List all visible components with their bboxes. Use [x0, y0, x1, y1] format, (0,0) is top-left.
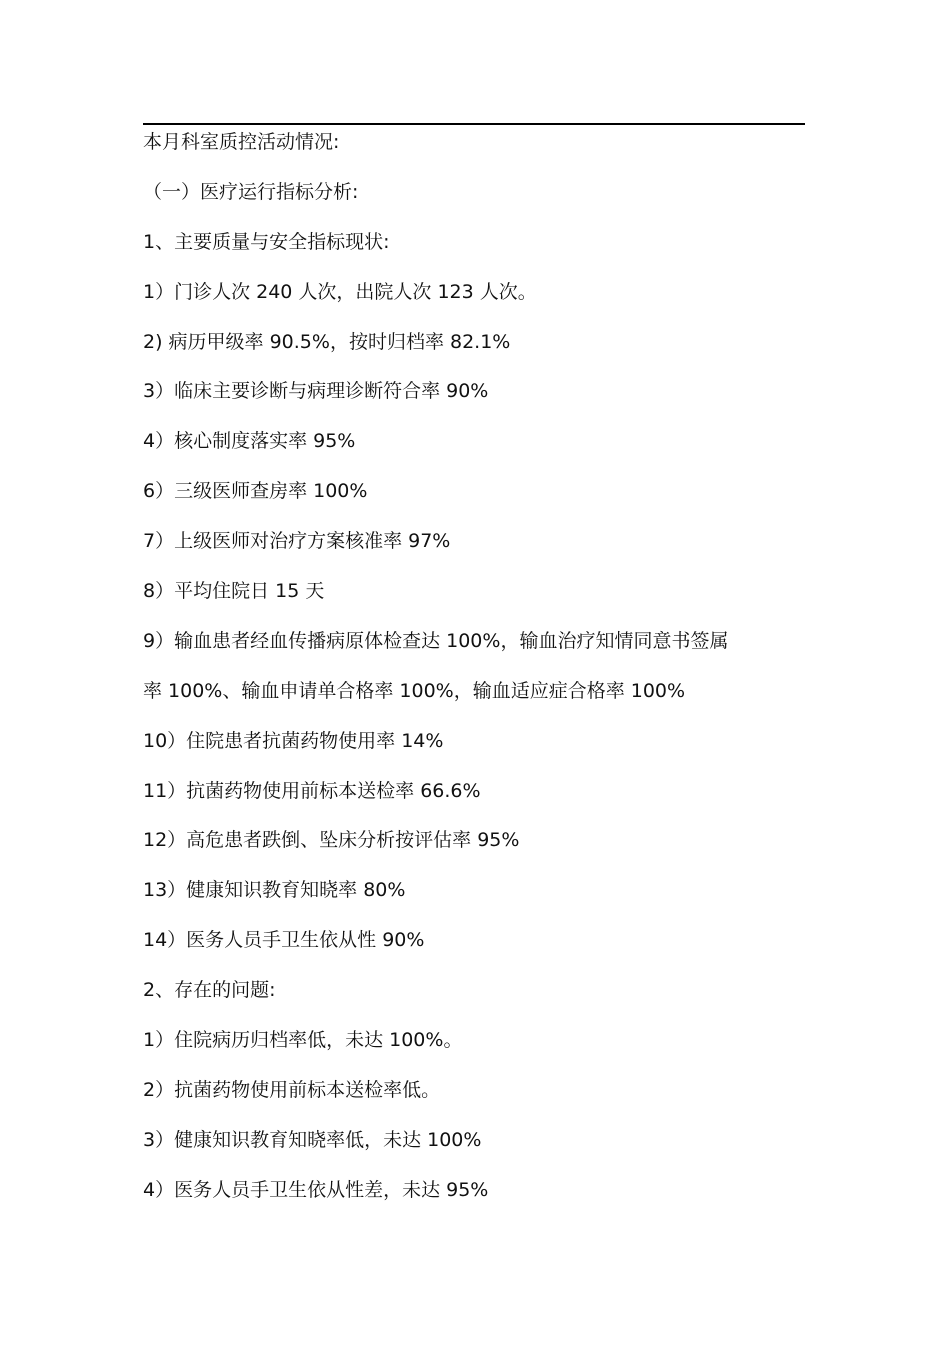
indicator-item: 7）上级医师对治疗方案核准率 97%: [143, 530, 451, 553]
indicator-item: 6）三级医师查房率 100%: [143, 480, 368, 503]
indicator-item: 2) 病历甲级率 90.5%，按时归档率 82.1%: [143, 330, 511, 353]
problem-item: 4）医务人员手卫生依从性差，未达 95%: [143, 1178, 489, 1201]
indicator-item: 12）高危患者跌倒、坠床分析按评估率 95%: [143, 829, 520, 852]
indicator-item: 9）输血患者经血传播病原体检查达 100%，输血治疗知情同意书签属: [143, 629, 729, 652]
problem-item: 1）住院病历归档率低，未达 100%。: [143, 1029, 463, 1052]
indicator-item: 10）住院患者抗菌药物使用率 14%: [143, 729, 444, 752]
indicator-item-continuation: 率 100%、输血申请单合格率 100%，输血适应症合格率 100%: [143, 679, 686, 702]
indicator-item: 8）平均住院日 15 天: [143, 580, 325, 603]
indicator-item: 3）临床主要诊断与病理诊断符合率 90%: [143, 380, 489, 403]
document-body: [143, 125, 805, 1223]
section-heading: （一）医疗运行指标分析:: [143, 180, 359, 203]
document-title: 本月科室质控活动情况:: [143, 131, 340, 153]
indicator-item: 4）核心制度落实率 95%: [143, 430, 356, 453]
indicator-item: 1）门诊人次 240 人次，出院人次 123 人次。: [143, 280, 537, 303]
problem-item: 3）健康知识教育知晓率低，未达 100%: [143, 1128, 482, 1151]
indicator-item: 13）健康知识教育知晓率 80%: [143, 879, 406, 902]
problem-item: 2）抗菌药物使用前标本送检率低。: [143, 1078, 441, 1101]
indicator-item: 11）抗菌药物使用前标本送检率 66.6%: [143, 779, 481, 802]
indicator-item: 14）医务人员手卫生依从性 90%: [143, 929, 425, 952]
subsection-indicators-heading: 1、主要质量与安全指标现状:: [143, 230, 390, 253]
subsection-problems-heading: 2、存在的问题:: [143, 979, 276, 1002]
